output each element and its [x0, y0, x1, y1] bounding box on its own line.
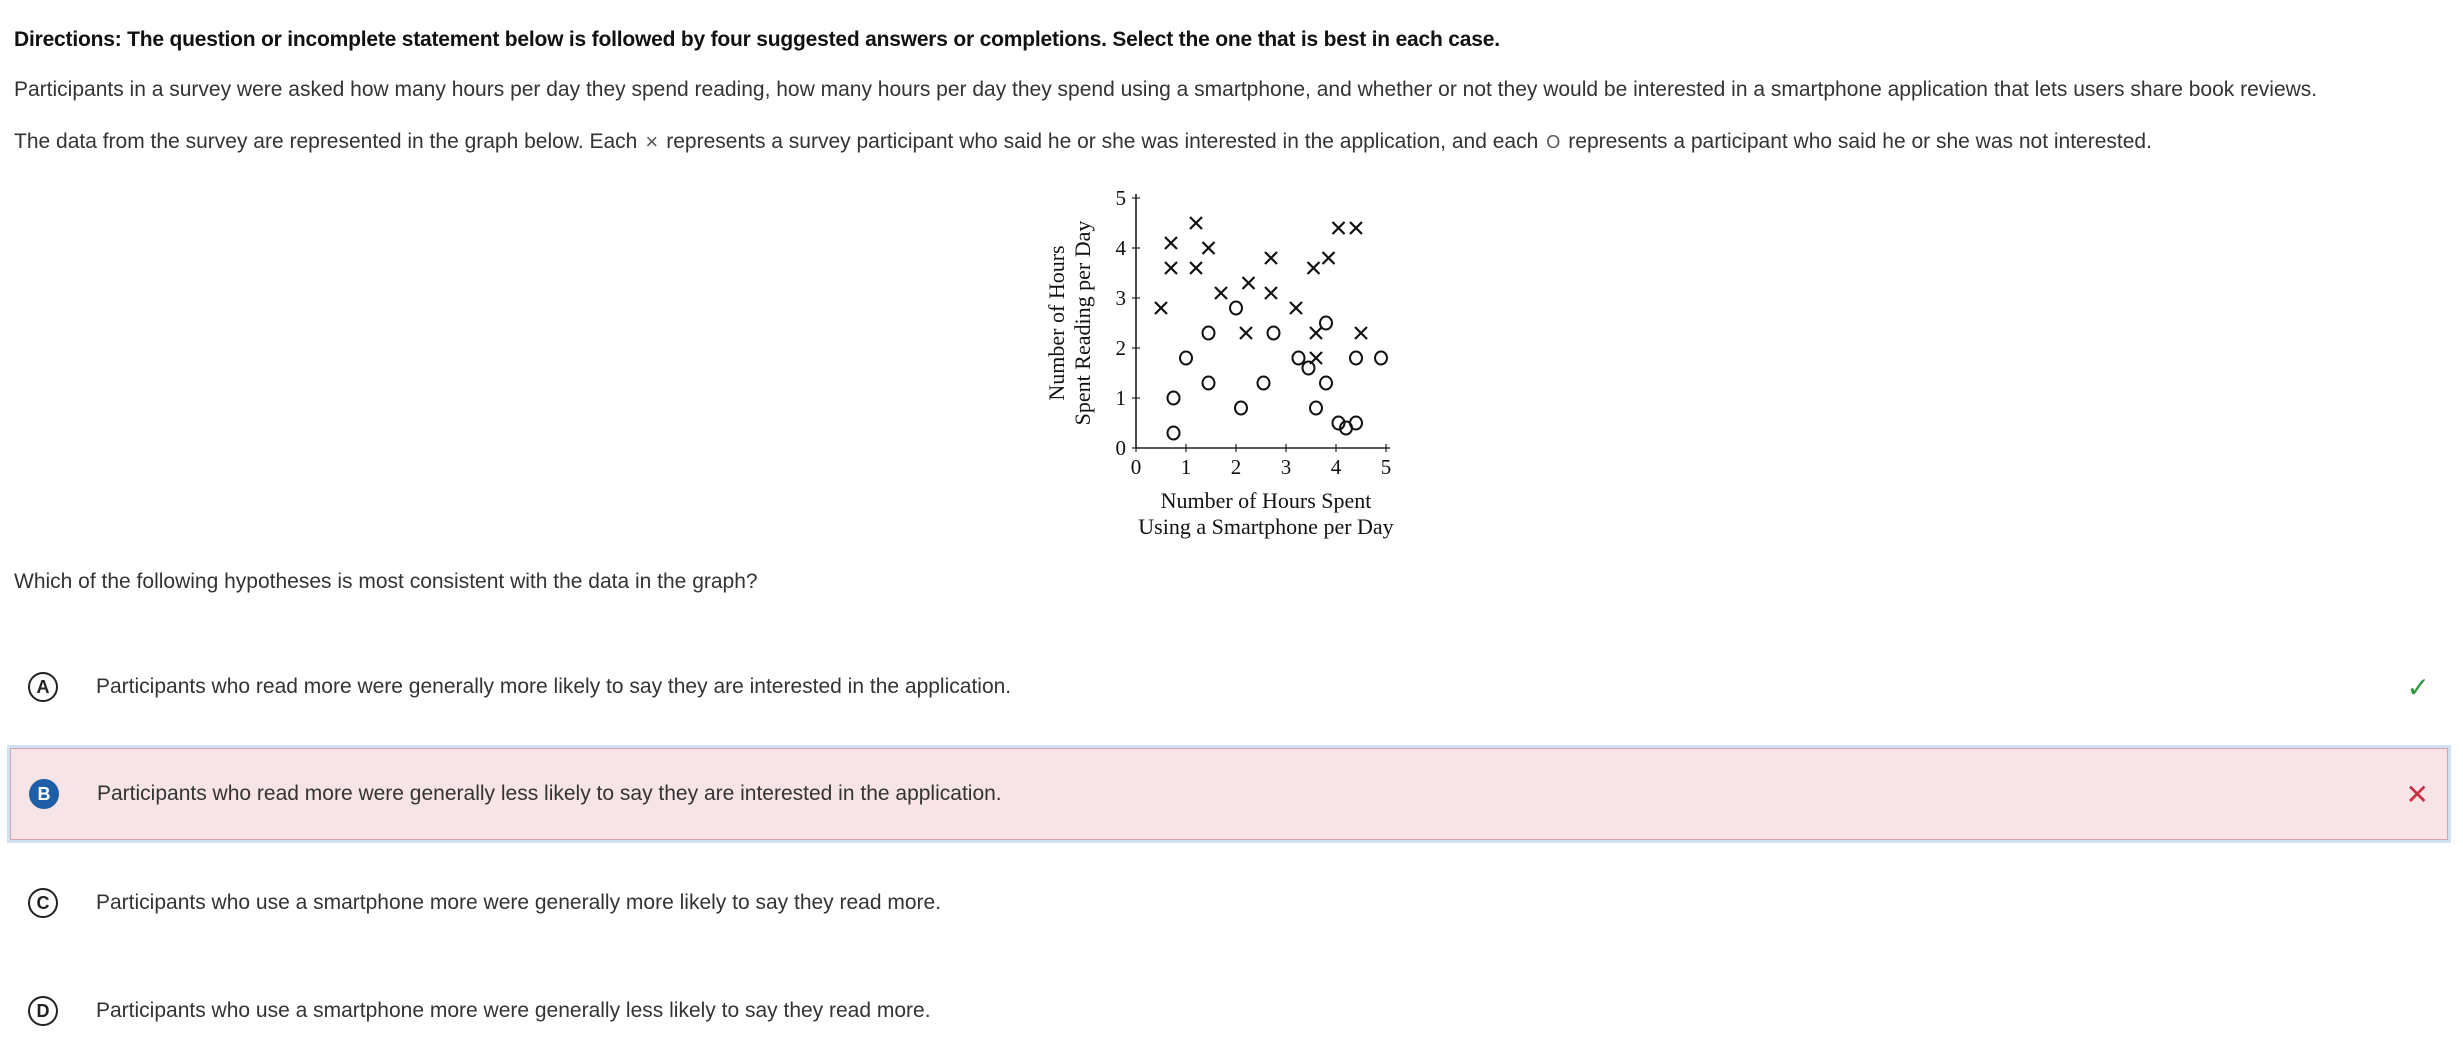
x-tick-label: 4: [1330, 455, 1342, 479]
data-point-not-interested: [1203, 327, 1215, 340]
data-point-not-interested: [1303, 362, 1315, 375]
x-symbol-icon: ×: [645, 129, 659, 154]
graph-description-part2: represents a survey participant who said he or she was interested in the application, and each: [666, 130, 1539, 153]
data-point-not-interested: [1375, 352, 1387, 365]
graph-description-part1: The data from the survey are represented in the graph below. Each: [14, 130, 638, 153]
data-point-not-interested: [1230, 302, 1242, 315]
data-point-not-interested: [1268, 327, 1280, 340]
correct-check-icon: ✓: [2406, 671, 2430, 703]
choice-text: Participants who read more were generally more likely to say they are interested in the application.: [96, 675, 1012, 698]
scatter-plot: [1040, 176, 1440, 546]
data-point-not-interested: [1350, 352, 1362, 365]
choice-a[interactable]: [10, 641, 2448, 733]
choice-b[interactable]: [10, 748, 2448, 840]
choice-letter: D: [28, 996, 58, 1026]
y-tick-label: 5: [1115, 186, 1126, 210]
data-point-not-interested: [1293, 352, 1305, 365]
x-axis-label: Number of Hours Spent: [1160, 488, 1372, 513]
data-point-interested: [1203, 242, 1215, 254]
y-tick-label: 2: [1115, 336, 1126, 360]
data-point-not-interested: [1203, 377, 1215, 390]
graph-description: [14, 129, 2152, 155]
data-point-interested: [1290, 302, 1302, 314]
choice-letter: C: [28, 888, 58, 918]
incorrect-x-icon: ✕: [2405, 778, 2429, 810]
x-tick-label: 2: [1230, 455, 1242, 479]
data-point-not-interested: [1235, 402, 1247, 415]
data-point-not-interested: [1350, 417, 1362, 430]
choice-text: Participants who use a smartphone more were generally less likely to say they read more.: [96, 999, 931, 1022]
x-tick-label: 1: [1180, 455, 1192, 479]
choice-letter: B: [29, 779, 59, 809]
question-text: Which of the following hypotheses is most consistent with the data in the graph?: [14, 570, 758, 593]
choice-text: Participants who use a smartphone more were generally more likely to say they read more.: [96, 891, 942, 914]
data-point-interested: [1165, 262, 1177, 274]
data-point-interested: [1310, 327, 1322, 339]
scatter-plot-svg: [1040, 176, 1440, 546]
data-point-interested: [1265, 252, 1277, 264]
x-tick-label: 5: [1380, 455, 1392, 479]
y-axis-label: Spent Reading per Day: [1070, 220, 1095, 426]
graph-description-part3: represents a participant who said he or she was not interested.: [1568, 130, 2152, 153]
data-point-interested: [1265, 287, 1277, 299]
data-point-interested: [1240, 327, 1252, 339]
data-point-interested: [1155, 302, 1167, 314]
data-point-not-interested: [1180, 352, 1192, 365]
data-point-interested: [1308, 262, 1320, 274]
data-point-interested: [1165, 237, 1177, 249]
data-point-interested: [1355, 327, 1367, 339]
x-axis-label: Using a Smartphone per Day: [1138, 514, 1394, 539]
data-point-interested: [1190, 217, 1202, 229]
x-tick-label: 3: [1280, 455, 1292, 479]
y-tick-label: 4: [1115, 236, 1126, 260]
data-point-not-interested: [1168, 392, 1180, 405]
y-tick-label: 1: [1115, 386, 1126, 410]
data-point-interested: [1323, 252, 1335, 264]
survey-description: Participants in a survey were asked how many hours per day they spend reading, how many hours per day they spend using a smartphone, and whether or not they would be interested in a smartphone application that lets users share book reviews.: [14, 78, 2318, 101]
x-tick-label: 0: [1130, 455, 1142, 479]
choice-text: Participants who read more were generally less likely to say they are interested in the application.: [97, 782, 1002, 805]
data-point-interested: [1333, 222, 1345, 234]
data-point-not-interested: [1320, 317, 1332, 330]
y-tick-label: 3: [1115, 286, 1126, 310]
choice-letter: A: [28, 672, 58, 702]
data-point-interested: [1190, 262, 1202, 274]
data-point-not-interested: [1258, 377, 1270, 390]
o-symbol-icon: O: [1546, 131, 1561, 152]
data-point-interested: [1243, 277, 1255, 289]
data-point-not-interested: [1310, 402, 1322, 415]
choice-c[interactable]: [10, 857, 2448, 949]
data-point-not-interested: [1320, 377, 1332, 390]
data-point-interested: [1350, 222, 1362, 234]
data-point-not-interested: [1168, 427, 1180, 440]
y-axis-label: Number of Hours: [1044, 245, 1069, 401]
choice-d[interactable]: [10, 965, 2448, 1057]
y-tick-label: 0: [1115, 436, 1126, 460]
data-point-interested: [1215, 287, 1227, 299]
directions-text: Directions: The question or incomplete statement below is followed by four suggested answers or completions. Select the one that is best in each case.: [14, 28, 1500, 51]
